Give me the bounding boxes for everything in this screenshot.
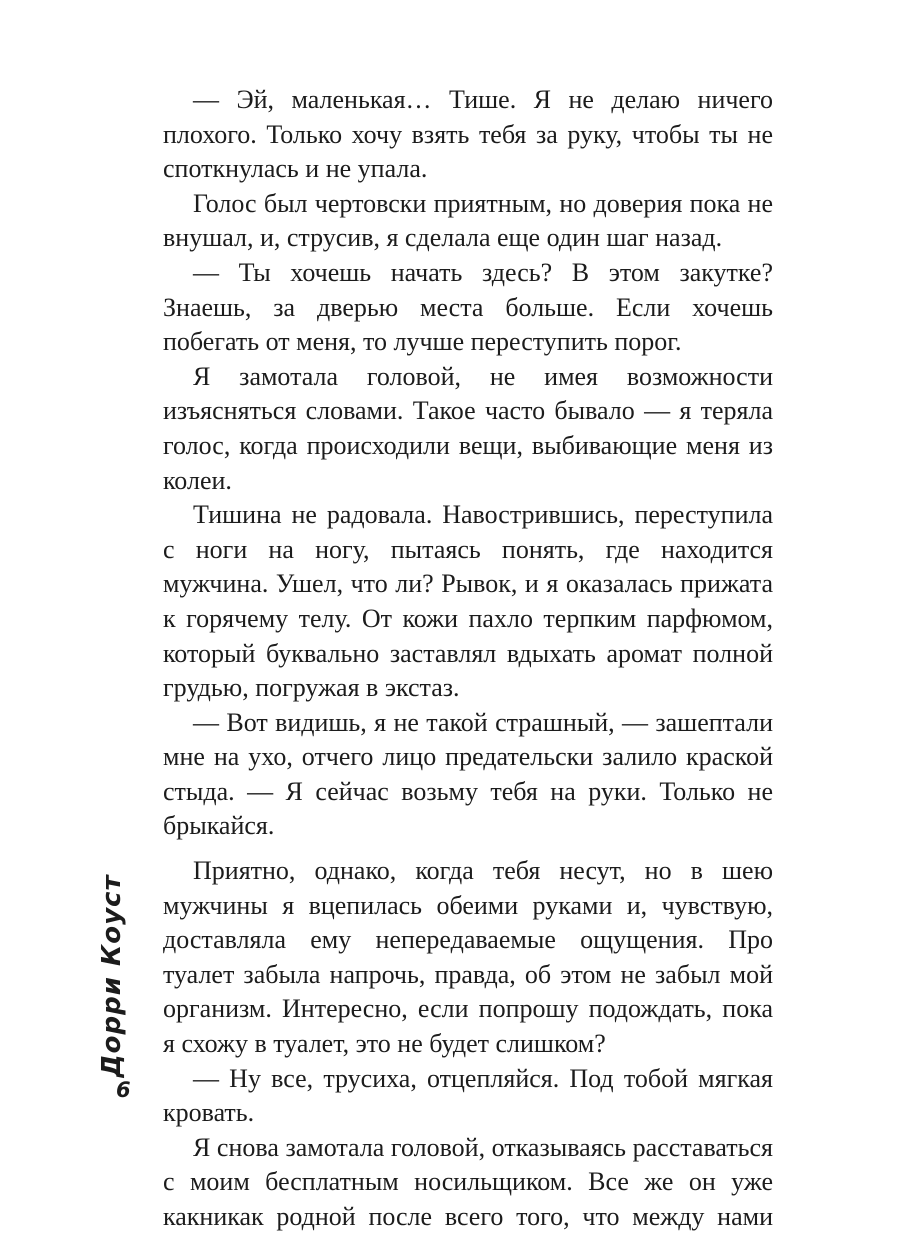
page-body <box>163 83 773 1235</box>
paragraph-9: Я снова замотала головой, отказываясь расставаться с моим бесплатным носильщиком. Все же он уже какникак родной после всего того, что между нами <box>163 1132 773 1231</box>
paragraph-2: Голос был чертовски приятным, но доверия пока не внушал, и, струсив, я сделала еще один шаг назад. <box>163 188 773 253</box>
paragraph-5: Тишина не радовала. Навострившись, переступила с ноги на ногу, пытаясь понять, где находится мужчина. Ушел, что ли? Рывок, и я оказалась прижата к горячему телу. От кожи пахло терпким парфюмом, который буквально заставлял вдыхать аромат полной грудью, погружая в экстаз. <box>163 500 773 703</box>
paragraph-4: Я замотала головой, не имея возможности изъясняться словами. Такое часто бывало — я теряла голос, когда происходили вещи, выбивающие меня из колеи. <box>163 361 773 495</box>
paragraph-6: — Вот видишь, я не такой страшный, — зашептали мне на ухо, отчего лицо предательски залило краской стыда. — Я сейчас возьму тебя на руки. Только не брыкайся. <box>163 707 773 841</box>
paragraph-7: Приятно, однако, когда тебя несут, но в шею мужчины я вцепилась обеими руками и, чувствую, доставляла ему непередаваемые ощущения. Про туалет забыла напрочь, правда, об этом не забыл мой организм. Интересно, если попрошу подождать, пока я схожу в туалет, это не будет слишком? <box>163 856 773 1059</box>
paragraph-8: — Ну все, трусиха, отцепляйся. Под тобой мягкая кровать. <box>163 1063 773 1128</box>
paragraph-3: — Ты хочешь начать здесь? В этом закутке? Знаешь, за дверью места больше. Если хочешь побегать от меня, то лучше переступить порог. <box>163 257 773 357</box>
paragraph-1: — Эй, маленькая… Тише. Я не делаю ничего плохого. Только хочу взять тебя за руку, чтобы ты не споткнулась и не упала. <box>163 85 773 184</box>
page-number: 6 <box>116 1078 131 1102</box>
running-author: Дорри Коуст <box>97 874 127 1078</box>
